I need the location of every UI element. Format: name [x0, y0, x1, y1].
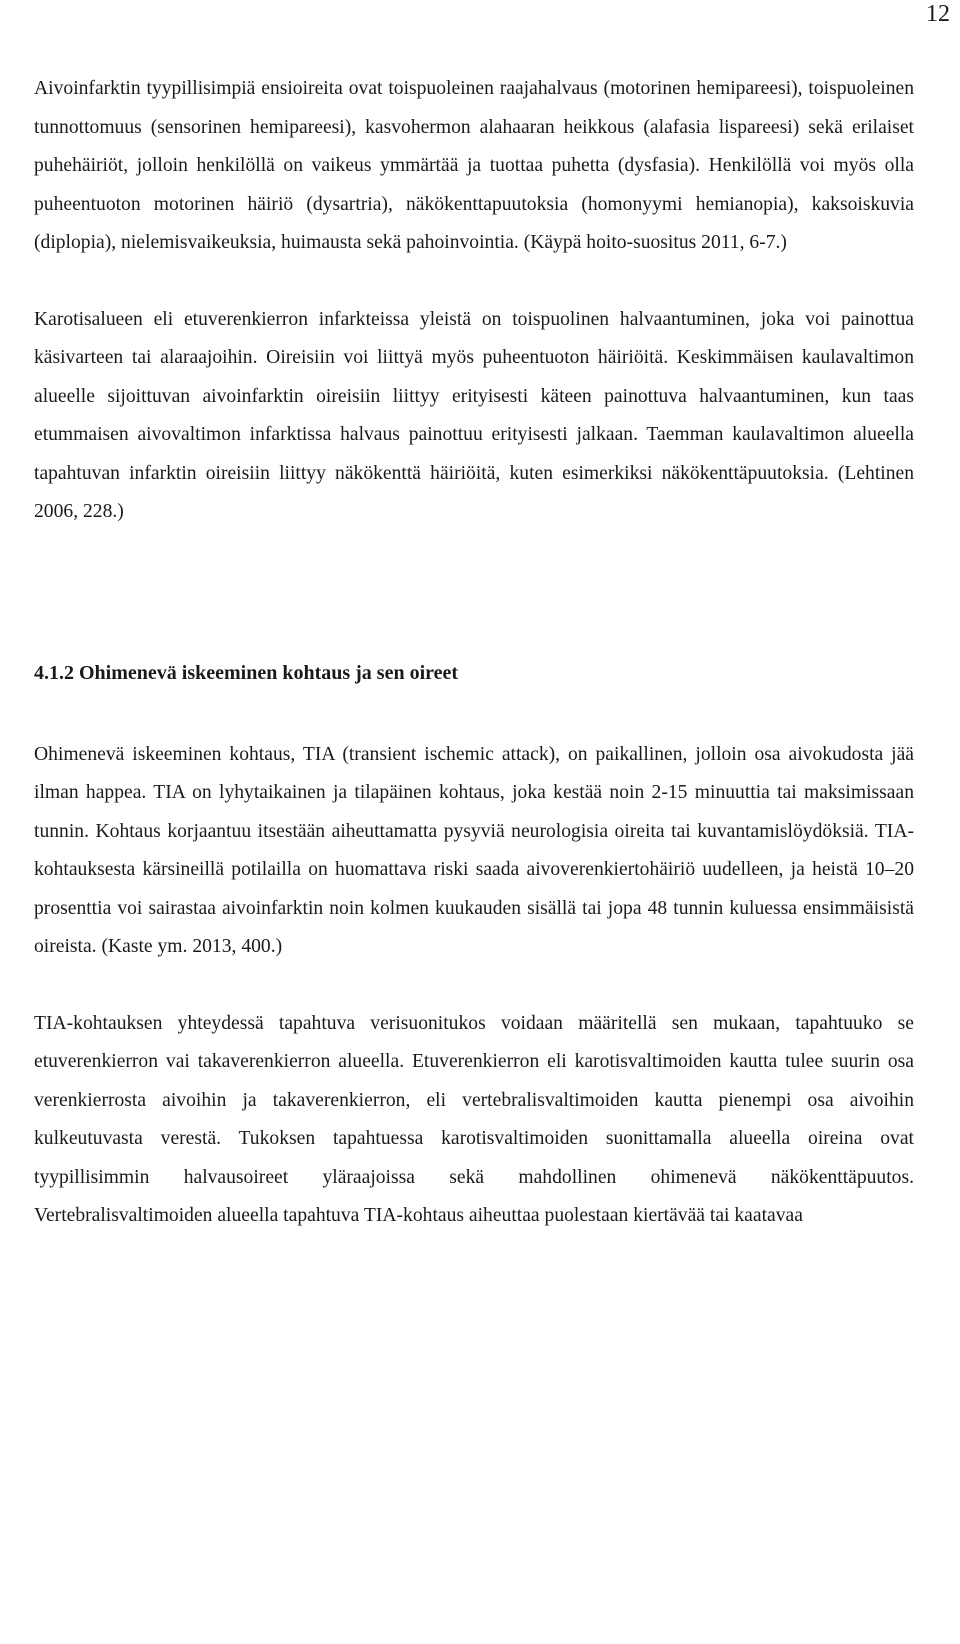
- page-number: 12: [926, 1, 950, 27]
- paragraph-ensioireet: Aivoinfarktin tyypillisimpiä ensioireita ovat toispuoleinen raajahalvaus (motorinen hemipareesi), toispuoleinen tunnottomuus (sensorinen hemipareesi), kasvohermon alahaaran heikkous (alafasia lispareesi) sekä erilaiset puhehäiriöt, jolloin henkilöllä on vaikeus ymmärtää ja tuottaa puhetta (dysfasia). Henkilöllä voi myös olla puheentuoton motorinen häiriö (dysartria), näkökenttapuutoksia (homonyymi hemianopia), kaksoiskuvia (diplopia), nielemisvaikeuksia, huimausta sekä pahoinvointia. (Käypä hoito-suositus 2011, 6-7.): [34, 78, 914, 253]
- paragraph-karotisalue: Karotisalueen eli etuverenkierron infarkteissa yleistä on toispuolinen halvaantuminen, joka voi painottua käsivarteen tai alaraajoihin. Oireisiin voi liittyä myös puheentuoton häiriöitä. Keskimmäisen kaulavaltimon alueelle sijoittuvan aivoinfarktin oireisiin liittyy erityisesti käteen painottuva halvaantuminen, kun taas etummaisen aivovaltimon infarktissa halvaus painottuu erityisesti jalkaan. Taemman kaulavaltimon alueella tapahtuvan infarktin oireisiin liittyy näkökenttä häiriöitä, kuten esimerkiksi näkökenttäpuutoksia. (Lehtinen 2006, 228.): [34, 308, 914, 522]
- document-body: [34, 70, 914, 1236]
- paragraph-tia-verisuonitukos: TIA-kohtauksen yhteydessä tapahtuva verisuonitukos voidaan määritellä sen mukaan, tapahtuuko se etuverenkierron vai takaverenkierron alueella. Etuverenkierron eli karotisvaltimoiden kautta tulee suurin osa verenkierrosta aivoihin ja takaverenkierron, eli vertebralisvaltimoiden kautta pienempi osa aivoihin kulkeutuvasta verestä. Tukoksen tapahtuessa karotisvaltimoiden suonittamalla alueella oireina ovat tyypillisimmin halvausoireet yläraajoissa sekä mahdollinen ohimenevä näkökenttäpuutos. Vertebralisvaltimoiden alueella tapahtuva TIA-kohtaus aiheuttaa puolestaan kiertävää tai kaatavaa: [34, 1012, 914, 1226]
- paragraph-tia-maaritelma: Ohimenevä iskeeminen kohtaus, TIA (transient ischemic attack), on paikallinen, jolloin osa aivokudosta jää ilman happea. TIA on lyhytaikainen ja tilapäinen kohtaus, joka kestää noin 2-15 minuuttia tai maksimissaan tunnin. Kohtaus korjaantuu itsestään aiheuttamatta pysyviä neurologisia oireita tai kuvantamislöydöksiä. TIA-kohtauksesta kärsineillä potilailla on huomattava riski saada aivoverenkiertohäiriö uudelleen, ja heistä 10–20 prosenttia voi sairastaa aivoinfarktin noin kolmen kuukauden sisällä tai jopa 48 tunnin kuluessa ensimmäisistä oireista. (Kaste ym. 2013, 400.): [34, 743, 914, 957]
- section-heading: 4.1.2 Ohimenevä iskeeminen kohtaus ja sen oireet: [34, 661, 459, 684]
